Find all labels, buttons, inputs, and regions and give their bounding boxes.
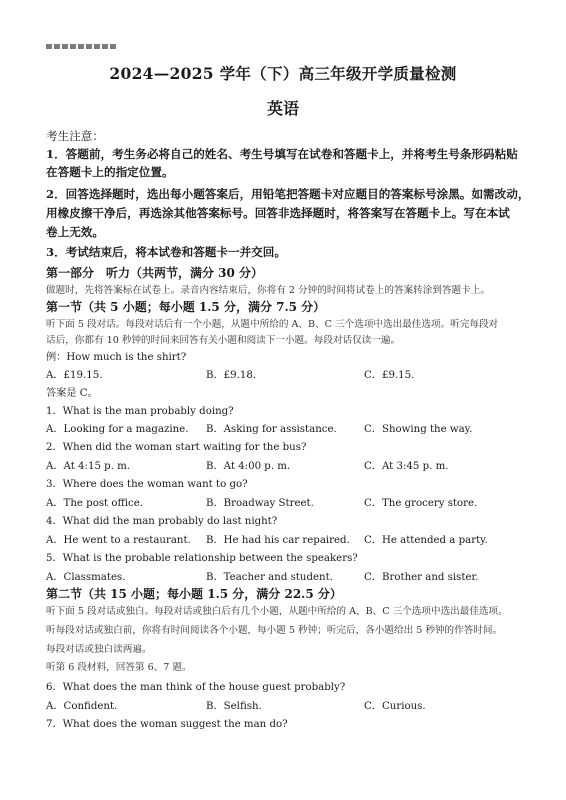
q1-option-c: C．Showing the way. — [364, 424, 473, 435]
question-5: 5．What is the probable relationship between the speakers? — [46, 553, 358, 564]
example-question: 例：How much is the shirt? — [46, 352, 187, 363]
part1-instruction: 做题时，先将答案标在试卷上。录音内容结束后，你将有 2 分钟的时间将试卷上的答案转涂到答题卡上。 — [46, 285, 490, 296]
example-option-c: C．£9.15. — [364, 370, 415, 381]
q6-option-c: C．Curious. — [364, 701, 426, 712]
header-watermark — [46, 44, 116, 49]
q6-option-b: B．Selfish. — [206, 701, 262, 712]
q3-option-c: C．The grocery store. — [364, 498, 478, 509]
q4-option-b: B．He had his car repaired. — [206, 535, 350, 546]
notice-line: 3．考试结束后，将本试卷和答题卡一并交回。 — [46, 245, 286, 259]
section2-instruction: 听每段对话或独白前，你将有时间阅读各个小题，每小题 5 秒钟；听完后，各小题给出 5 秒钟的作答时间。 — [46, 625, 503, 636]
question-7: 7．What does the woman suggest the man do? — [46, 719, 288, 730]
section2-instruction: 听下面 5 段对话或独白。每段对话或独白后有几个小题，从题中所给的 A、B、C 三个选项中选出最佳选项。 — [46, 606, 508, 617]
notice-line: 卷上无效。 — [46, 225, 104, 239]
q4-option-c: C．He attended a party. — [364, 535, 488, 546]
q1-option-a: A．Looking for a magazine. — [46, 424, 189, 435]
q4-option-a: A．He went to a restaurant. — [46, 535, 191, 546]
notice-heading: 考生注意： — [46, 129, 104, 143]
part1-heading: 第一部分 听力（共两节，满分 30 分） — [46, 266, 264, 280]
notice-line: 用橡皮擦干净后，再选涂其他答案标号。回答非选择题时，将答案写在答题卡上。写在本试 — [46, 206, 510, 220]
q5-option-c: C．Brother and sister. — [364, 572, 479, 583]
q3-option-a: A．The post office. — [46, 498, 143, 509]
q5-option-a: A．Classmates. — [46, 572, 126, 583]
q2-option-a: A．At 4:15 p. m. — [46, 461, 131, 472]
notice-line: 1．答题前，考生务必将自己的姓名、考生号填写在试卷和答题卡上，并将考生号条形码粘贴 — [46, 147, 518, 161]
example-option-a: A．£19.15. — [46, 370, 103, 381]
example-option-b: B．£9.18. — [206, 370, 257, 381]
section1-heading: 第一节（共 5 小题；每小题 1.5 分，满分 7.5 分） — [46, 300, 326, 314]
question-2: 2．When did the woman start waiting for the bus? — [46, 442, 307, 453]
notice-line: 2．回答选择题时，选出每小题答案后，用铅笔把答题卡对应题目的答案标号涂黑。如需改动， — [46, 187, 530, 201]
q2-option-b: B．At 4:00 p. m. — [206, 461, 291, 472]
section1-instruction: 听下面 5 段对话。每段对话后有一个小题，从题中所给的 A、B、C 三个选项中选出最佳选项。听完每段对 — [46, 319, 499, 330]
question-4: 4．What did the man probably do last night? — [46, 516, 278, 527]
subject-title: 英语 — [266, 99, 299, 118]
q5-option-b: B．Teacher and student. — [206, 572, 333, 583]
exam-title: 2024—2025 学年（下）高三年级开学质量检测 — [109, 64, 457, 83]
notice-line: 在答题卡上的指定位置。 — [46, 165, 174, 179]
q3-option-b: B．Broadway Street. — [206, 498, 314, 509]
material-note: 听第 6 段材料，回答第 6、7 题。 — [46, 662, 192, 673]
question-1: 1．What is the man probably doing? — [46, 406, 234, 417]
question-6: 6．What does the man think of the house guest probably? — [46, 682, 346, 693]
example-answer: 答案是 C。 — [46, 388, 98, 399]
section2-heading: 第二节（共 15 小题；每小题 1.5 分，满分 22.5 分） — [46, 587, 342, 601]
question-3: 3．Where does the woman want to go? — [46, 479, 248, 490]
section2-instruction: 每段对话或独白读两遍。 — [46, 644, 152, 655]
q6-option-a: A．Confident. — [46, 701, 118, 712]
section1-instruction: 话后，你都有 10 秒钟的时间来回答有关小题和阅读下一小题。每段对话仅读一遍。 — [46, 335, 401, 346]
q2-option-c: C．At 3:45 p. m. — [364, 461, 449, 472]
q1-option-b: B．Asking for assistance. — [206, 424, 337, 435]
